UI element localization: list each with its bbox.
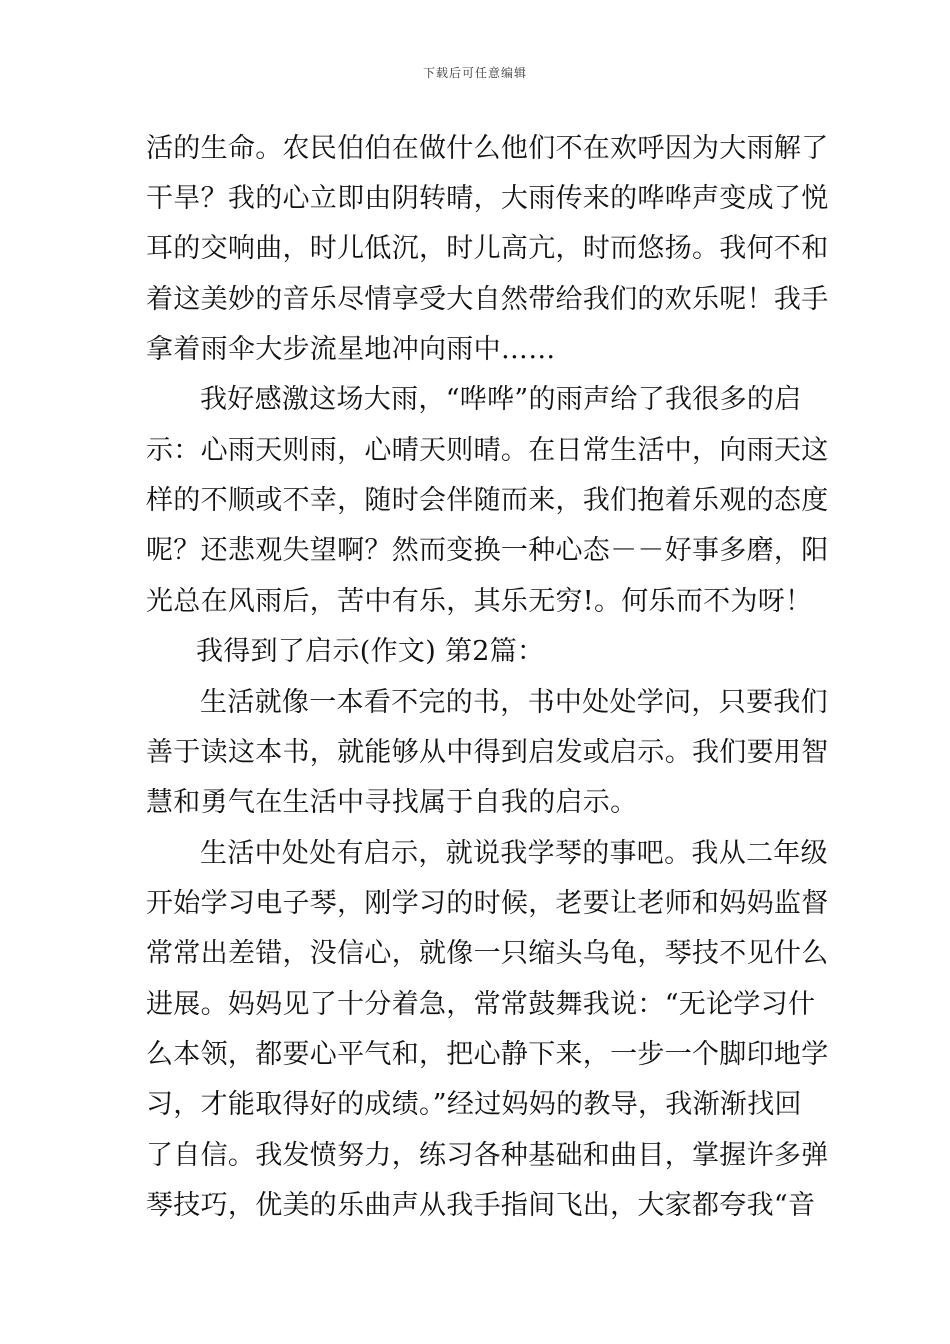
body-text-line: 常常出差错，没信心，就像一只缩头乌龟，琴技不见什么 — [146, 938, 829, 969]
body-text-line: 么本领，都要心平气和，把心静下来，一步一个脚印地学 — [146, 1039, 829, 1070]
body-text-line: 光总在风雨后，苦中有乐，其乐无穷!。何乐而不为呀！ — [146, 586, 813, 617]
section-heading: 我得到了启示(作文) 第2篇： — [196, 636, 545, 667]
body-text-line: 进展。妈妈见了十分着急，常常鼓舞我说：“无论学习什 — [146, 989, 816, 1020]
body-text-line: 慧和勇气在生活中寻找属于自我的启示。 — [146, 787, 638, 818]
page-header: 下载后可任意编辑 — [422, 66, 527, 80]
body-text-line: 干旱？我的心立即由阴转晴，大雨传来的哗哗声变成了悦 — [146, 183, 829, 214]
body-text-line: 耳的交响曲，时儿低沉，时儿高亢，时而悠扬。我何不和 — [146, 233, 829, 264]
body-text-line: 呢？还悲观失望啊？然而变换一种心态－－好事多磨，阳 — [146, 535, 829, 566]
paragraph-first-line: 我好感激这场大雨，“哗哗”的雨声给了我很多的启 — [200, 384, 802, 415]
paragraph-first-line: 生活就像一本看不完的书，书中处处学问，只要我们 — [200, 687, 828, 718]
body-text-line: 琴技巧，优美的乐曲声从我手指间飞出，大家都夸我“音 — [146, 1190, 816, 1221]
body-text-line: 样的不顺或不幸，随时会伴随而来，我们抱着乐观的态度 — [146, 485, 829, 516]
body-text-line: 善于读这本书，就能够从中得到启发或启示。我们要用智 — [146, 737, 829, 768]
body-text-line: 着这美妙的音乐尽情享受大自然带给我们的欢乐呢！我手 — [146, 284, 829, 315]
body-text-line: 了自信。我发愤努力，练习各种基础和曲目，掌握许多弹 — [146, 1140, 829, 1171]
body-text-line: 示：心雨天则雨，心晴天则晴。在日常生活中，向雨天这 — [146, 435, 829, 466]
paragraph-first-line: 生活中处处有启示，就说我学琴的事吧。我从二年级 — [200, 838, 828, 869]
body-text-line: 习，才能取得好的成绩。”经过妈妈的教导，我渐渐找回 — [146, 1089, 802, 1120]
body-text-line: 开始学习电子琴，刚学习的时候，老要让老师和妈妈监督 — [146, 888, 829, 919]
body-text-line: 活的生命。农民伯伯在做什么他们不在欢呼因为大雨解了 — [146, 133, 829, 164]
body-text-line: 拿着雨伞大步流星地冲向雨中…… — [146, 334, 556, 365]
